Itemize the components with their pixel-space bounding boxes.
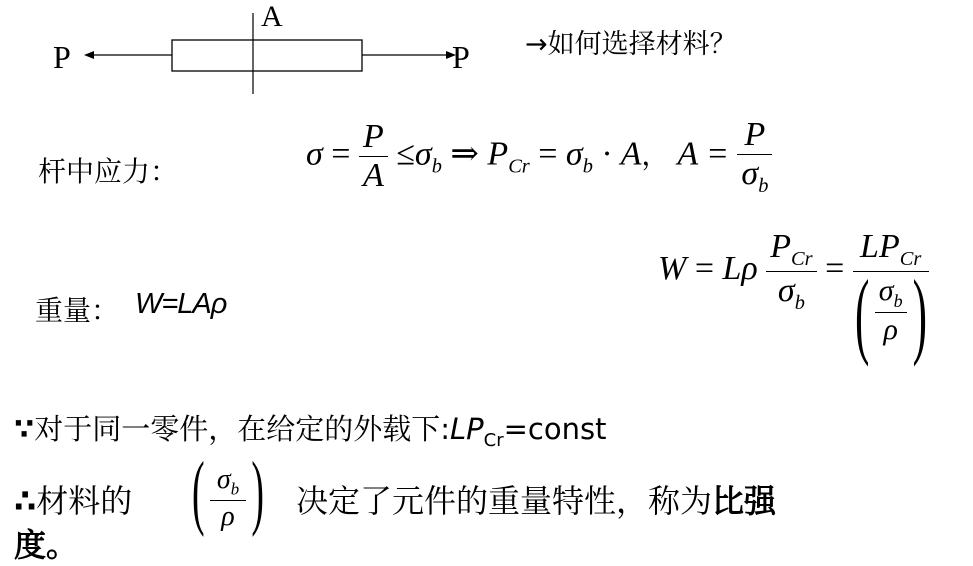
weight-equation bbox=[658, 228, 929, 367]
question-text: 如何选择材料？ bbox=[547, 29, 737, 60]
therefore-line bbox=[14, 476, 132, 522]
numerator-p-cr bbox=[766, 228, 816, 272]
fraction-numerator-p-2: P bbox=[737, 116, 772, 155]
w-symbol: W bbox=[658, 250, 687, 288]
weight-equals-2: = bbox=[825, 250, 845, 288]
area-equals: A = bbox=[677, 135, 729, 173]
therefore-text-after: 决定了元件的重量特性，称为 bbox=[296, 482, 713, 520]
spec-fraction bbox=[210, 464, 246, 533]
p-cr-base: P bbox=[487, 135, 509, 173]
denominator-sigma-b bbox=[766, 272, 816, 315]
p-over-sigma-b-fraction bbox=[737, 116, 772, 198]
sigma-symbol: σ bbox=[306, 135, 323, 173]
cr-subscript: Cr bbox=[791, 247, 813, 270]
spec-sigma: σ bbox=[216, 464, 231, 495]
fraction-denominator-a: A bbox=[362, 157, 384, 195]
dot-operator: · bbox=[601, 135, 613, 173]
specific-strength-paren bbox=[192, 445, 264, 540]
spec-numerator bbox=[210, 464, 246, 501]
spec-right-paren: ) bbox=[251, 445, 264, 538]
spec-b-sub: b bbox=[230, 479, 240, 499]
specific-strength-term-2: 度。 bbox=[14, 526, 79, 564]
const-text: =const bbox=[503, 412, 607, 446]
bar-body bbox=[172, 40, 362, 71]
area-symbol: A bbox=[620, 135, 642, 173]
inner-rho: ρ bbox=[883, 312, 898, 346]
weight-label: 重量： bbox=[35, 294, 120, 327]
spec-denominator: ρ bbox=[221, 500, 235, 532]
l-rho: Lρ bbox=[722, 250, 758, 288]
left-arrowhead bbox=[84, 51, 94, 59]
right-paren: ) bbox=[912, 259, 927, 367]
because-line bbox=[14, 407, 606, 451]
lp-cr-subscript: Cr bbox=[483, 429, 504, 451]
stress-formula bbox=[306, 116, 772, 198]
stress-label: 杆中应力： bbox=[38, 155, 179, 188]
equals-sign-2: = bbox=[538, 135, 558, 173]
inner-sigma-base: σ bbox=[878, 273, 894, 307]
therefore-symbol: ∴ bbox=[14, 482, 37, 520]
p-base: P bbox=[770, 228, 792, 265]
spec-left-paren: ( bbox=[192, 445, 205, 538]
implies-sign: ⇒ bbox=[450, 135, 479, 173]
b-subscript: b bbox=[794, 291, 805, 314]
specific-strength-term-1: 比强 bbox=[712, 482, 777, 520]
fraction-denominator-sigma-b bbox=[737, 155, 772, 198]
right-force-label: P bbox=[452, 39, 470, 75]
lp-base: LP bbox=[860, 228, 900, 265]
cr-subscript-2: Cr bbox=[899, 247, 922, 270]
chinese-comma: ， bbox=[641, 138, 670, 172]
weight-equals-1: = bbox=[694, 250, 715, 288]
leq-sign: ≤ bbox=[396, 135, 415, 173]
lp-text: LP bbox=[449, 412, 484, 446]
material-question bbox=[525, 22, 737, 61]
sigma-b-base: σ bbox=[414, 135, 432, 173]
area-label: A bbox=[261, 0, 283, 33]
left-paren: ( bbox=[854, 259, 870, 367]
lp-cr-over-specific-strength-fraction bbox=[853, 228, 929, 367]
because-symbol: ∵ bbox=[14, 412, 35, 446]
denominator-paren-group bbox=[853, 259, 929, 367]
sigma-base: σ bbox=[777, 271, 795, 309]
weight-formula-inline: W=LAρ bbox=[135, 288, 227, 320]
sigma-b-subscript-3: b bbox=[758, 174, 769, 197]
therefore-text-before: 材料的 bbox=[36, 482, 133, 520]
p-cr-over-sigma-b-fraction bbox=[766, 228, 816, 315]
left-force-label: P bbox=[53, 39, 71, 75]
inner-b-sub: b bbox=[893, 290, 903, 311]
p-over-a-fraction bbox=[359, 118, 388, 195]
inner-sigma-b-over-rho bbox=[875, 274, 907, 347]
inner-sigma-b bbox=[875, 274, 907, 313]
fraction-numerator-p: P bbox=[359, 118, 388, 157]
sigma-b-base-3: σ bbox=[741, 155, 759, 192]
sigma-b-subscript: b bbox=[431, 155, 442, 178]
therefore-continuation bbox=[296, 476, 776, 522]
sigma-b-base-2: σ bbox=[565, 135, 583, 173]
equals-sign: = bbox=[331, 135, 351, 173]
p-cr-subscript: Cr bbox=[508, 155, 530, 178]
sigma-b-subscript-2: b bbox=[582, 155, 593, 178]
question-arrow: → bbox=[525, 29, 548, 60]
because-text: 对于同一零件，在给定的外载下: bbox=[34, 412, 450, 446]
